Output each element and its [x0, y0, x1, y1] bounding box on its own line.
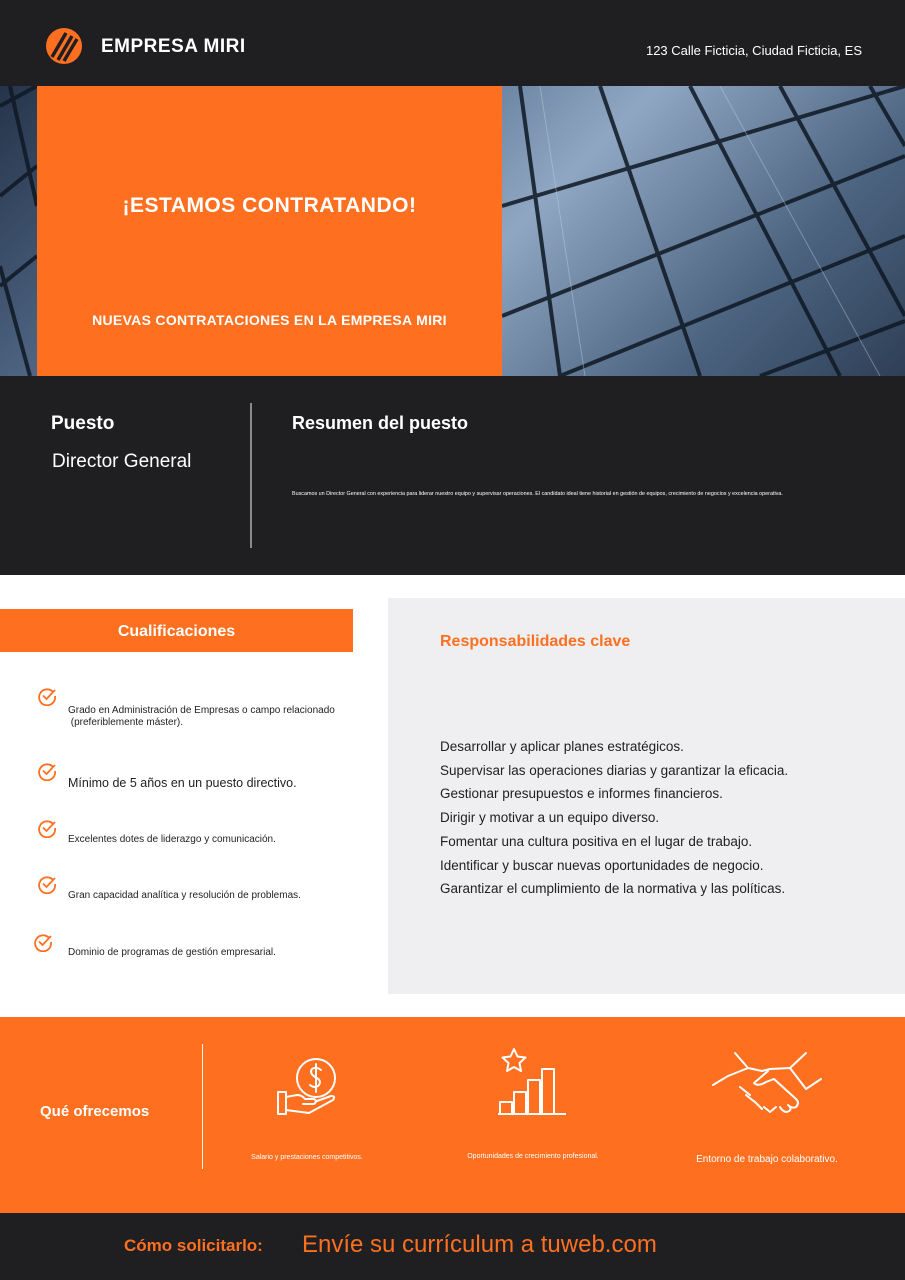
responsibilities-list — [440, 735, 788, 901]
check-circle-icon — [37, 761, 57, 781]
qualification-text: Gran capacidad analítica y resolución de problemas. — [68, 890, 301, 901]
qualifications-header — [0, 609, 353, 652]
stripes-logo-icon — [44, 27, 84, 65]
offer-title: Qué ofrecemos — [40, 1103, 150, 1120]
responsibility-item: Supervisar las operaciones diarias y garantizar la eficacia. — [440, 762, 789, 778]
offer-caption: Entorno de trabajo colaborativo. — [696, 1154, 838, 1165]
responsibility-item: Gestionar presupuestos e informes financieros. — [440, 786, 723, 802]
position-summary-section — [0, 376, 905, 575]
position-value: Director General — [52, 451, 192, 472]
responsibilities-title: Responsabilidades clave — [440, 633, 631, 650]
qualification-text: Mínimo de 5 años en un puesto directivo. — [68, 776, 297, 790]
money-hand-icon — [275, 1055, 341, 1119]
position-label: Puesto — [51, 413, 115, 434]
footer-bar — [0, 1213, 905, 1280]
responsibilities-panel — [388, 598, 905, 994]
hero-subtitle: NUEVAS CONTRATACIONES EN LA EMPRESA MIRI — [92, 312, 447, 328]
apply-instructions: Envíe su currículum a tuweb.com — [302, 1231, 657, 1258]
hero-title: ¡ESTAMOS CONTRATANDO! — [122, 194, 417, 217]
qualification-text: Dominio de programas de gestión empresarial. — [68, 947, 276, 958]
brand-name: EMPRESA MIRI — [101, 36, 246, 57]
responsibility-item: Fomentar una cultura positiva en el lugar de trabajo. — [440, 833, 753, 849]
responsibility-item: Garantizar el cumplimiento de la normativa y las políticas. — [440, 881, 786, 897]
responsibility-item: Identificar y buscar nuevas oportunidades de negocio. — [440, 857, 764, 873]
hero-banner — [0, 86, 905, 376]
handshake-icon — [710, 1049, 824, 1115]
section-divider — [250, 403, 252, 548]
company-address: 123 Calle Ficticia, Ciudad Ficticia, ES — [645, 43, 862, 58]
qualification-text: Grado en Administración de Empresas o campo relacionado (preferiblemente máster). — [68, 705, 335, 728]
offer-section — [0, 1017, 905, 1213]
responsibility-item: Dirigir y motivar a un equipo diverso. — [440, 810, 660, 826]
apply-label: Cómo solicitarlo: — [124, 1236, 263, 1255]
check-circle-icon — [37, 686, 57, 706]
growth-chart-star-icon — [496, 1047, 570, 1117]
check-circle-icon — [33, 932, 53, 952]
offer-caption: Salario y prestaciones competitivos. — [251, 1154, 363, 1161]
check-circle-icon — [37, 874, 57, 894]
summary-text: Buscamos un Director General con experiencia para liderar nuestro equipo y supervisar operaciones. El candidato ideal tiene historial en gestión de equipos, crecimiento de negocios y excelencia operativa. — [292, 491, 783, 497]
offer-caption: Oportunidades de crecimiento profesional. — [467, 1153, 599, 1160]
hero-orange-panel — [37, 86, 502, 376]
qualification-text: Excelentes dotes de liderazgo y comunicación. — [68, 834, 276, 845]
responsibility-item: Desarrollar y aplicar planes estratégicos. — [440, 739, 684, 754]
check-circle-icon — [37, 818, 57, 838]
qualifications-title: Cualificaciones — [117, 623, 236, 640]
header-bar — [0, 0, 905, 86]
summary-title: Resumen del puesto — [292, 413, 469, 433]
offer-divider — [202, 1044, 203, 1169]
